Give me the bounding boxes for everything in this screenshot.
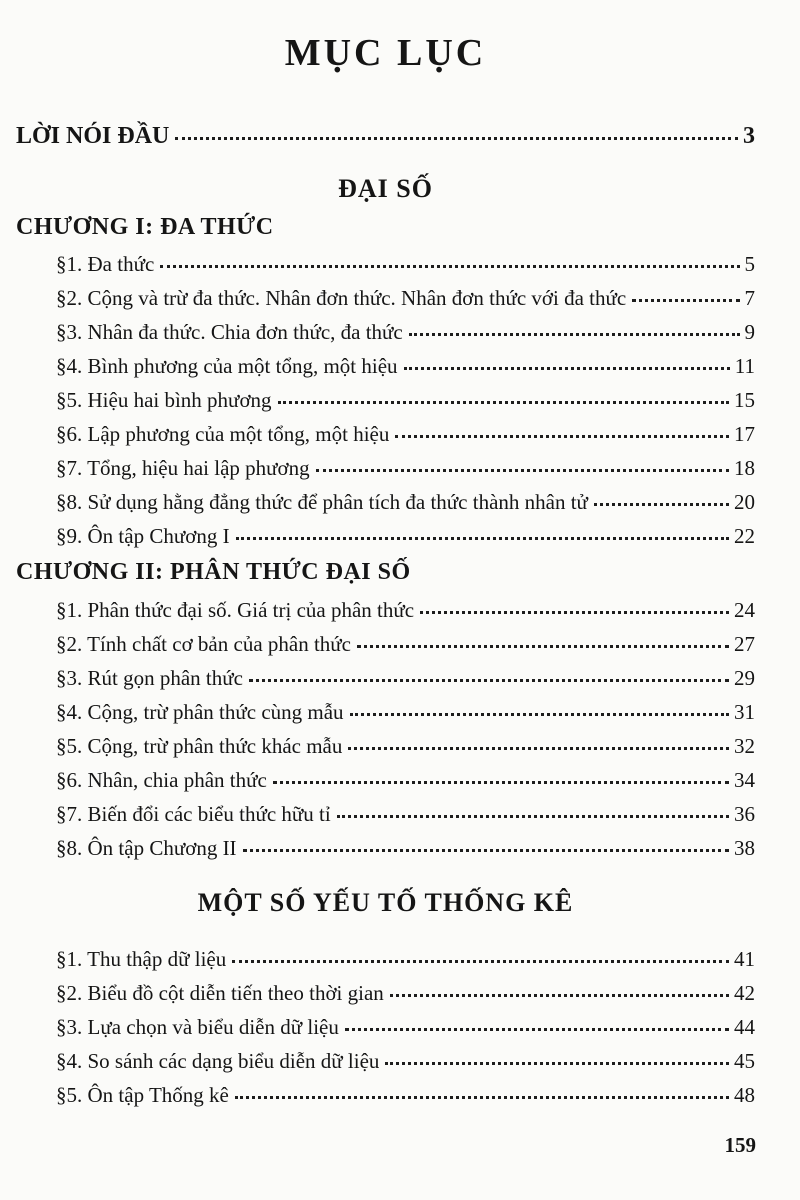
toc-entry [56,1016,755,1038]
entry-page-number: 42 [734,980,755,1005]
toc-entry [56,735,755,757]
part-heading-algebra: ĐẠI SỐ [338,174,433,204]
toc-entry [56,982,755,1004]
chapter-1-entries [16,253,755,547]
entry-page-number: 27 [734,631,755,656]
entry-page-number: 18 [734,456,755,481]
entry-label: §5. Ôn tập Thống kê [56,1083,229,1108]
entry-label: §6. Nhân, chia phân thức [56,768,267,793]
entry-page-number: 3 [743,122,755,149]
dot-leader [175,137,738,140]
entry-label: §4. Cộng, trừ phân thức cùng mẫu [56,700,344,725]
entry-label: §2. Biểu đồ cột diễn tiến theo thời gian [56,980,384,1005]
toc-entry [56,769,755,791]
entry-page-number: 7 [744,286,755,311]
entry-page-number: 34 [734,768,755,793]
entry-page-number: 15 [734,388,755,413]
toc-entry [56,599,755,621]
entry-label: §4. So sánh các dạng biểu diễn dữ liệu [56,1048,380,1073]
page-title: MỤC LỤC [284,32,487,74]
entry-page-number: 44 [734,1014,755,1039]
entry-page-number: 38 [734,836,755,861]
dot-leader [404,367,730,370]
toc-entry [56,667,755,689]
dot-leader [249,679,729,682]
dot-leader [273,781,729,784]
toc-entry [56,948,755,970]
toc-entry [56,633,755,655]
toc-entry [56,1084,755,1106]
dot-leader [350,713,729,716]
chapter-heading-1: CHƯƠNG I: ĐA THỨC [16,213,274,240]
toc-entry [56,287,755,309]
toc-entry-preface [16,124,755,149]
toc-entry [56,457,755,479]
entry-label: §1. Phân thức đại số. Giá trị của phân thức [56,597,415,622]
entry-label: LỜI NÓI ĐẦU [16,122,170,149]
entry-page-number: 17 [734,422,755,447]
entry-page-number: 22 [734,524,755,549]
toc-entry [56,321,755,343]
dot-leader [160,265,739,268]
dot-leader [409,333,740,336]
entry-label: §2. Tính chất cơ bản của phân thức [56,631,352,656]
entry-label: §5. Hiệu hai bình phương [56,388,272,413]
entry-page-number: 45 [734,1048,755,1073]
dot-leader [243,849,729,852]
dot-leader [337,815,729,818]
entry-page-number: 11 [734,354,755,379]
entry-page-number: 5 [744,252,755,277]
entry-page-number: 36 [734,802,755,827]
entry-page-number: 32 [734,734,755,759]
entry-page-number: 9 [744,320,755,345]
dot-leader [395,435,729,438]
book-page-number: 159 [724,1133,756,1157]
dot-leader [390,994,729,997]
dot-leader [594,503,729,506]
toc-entry [56,491,755,513]
toc-entry [56,701,755,723]
statistics-entries [16,948,755,1106]
part-heading-statistics: MỘT SỐ YẾU TỐ THỐNG KÊ [197,888,574,918]
entry-label: §3. Nhân đa thức. Chia đơn thức, đa thức [56,320,403,345]
entry-page-number: 48 [734,1083,755,1108]
entry-label: §3. Lựa chọn và biểu diễn dữ liệu [56,1014,339,1039]
dot-leader [232,960,729,963]
entry-label: §6. Lập phương của một tổng, một hiệu [56,422,390,447]
entry-label: §9. Ôn tập Chương I [56,524,230,549]
chapter-2-entries [16,599,755,859]
entry-label: §2. Cộng và trừ đa thức. Nhân đơn thức. Nhân đơn thức với đa thức [56,286,627,311]
toc-entry [56,837,755,859]
toc-entry [56,253,755,275]
entry-page-number: 31 [734,700,755,725]
entry-label: §4. Bình phương của một tổng, một hiệu [56,354,398,379]
toc-entry [56,389,755,411]
toc-entry [56,1050,755,1072]
entry-label: §8. Sử dụng hằng đẳng thức để phân tích đa thức thành nhân tử [56,490,588,515]
dot-leader [316,469,729,472]
toc-entry [56,525,755,547]
entry-page-number: 24 [734,597,755,622]
toc-entry [56,803,755,825]
entry-label: §3. Rút gọn phân thức [56,665,243,690]
dot-leader [348,747,729,750]
dot-leader [278,401,729,404]
chapter-heading-2: CHƯƠNG II: PHÂN THỨC ĐẠI SỐ [16,559,411,586]
dot-leader [345,1028,729,1031]
dot-leader [236,537,729,540]
entry-label: §1. Đa thức [56,252,155,277]
entry-label: §7. Biến đổi các biểu thức hữu tỉ [56,802,331,827]
entry-page-number: 29 [734,665,755,690]
entry-label: §1. Thu thập dữ liệu [56,946,227,971]
dot-leader [632,299,739,302]
dot-leader [235,1096,729,1099]
entry-label: §7. Tổng, hiệu hai lập phương [56,456,310,481]
entry-label: §5. Cộng, trừ phân thức khác mẫu [56,734,343,759]
entry-label: §8. Ôn tập Chương II [56,836,237,861]
entry-page-number: 41 [734,946,755,971]
dot-leader [420,611,729,614]
entry-page-number: 20 [734,490,755,515]
toc-entry [56,355,755,377]
dot-leader [357,645,729,648]
dot-leader [385,1062,729,1065]
toc-entry [56,423,755,445]
